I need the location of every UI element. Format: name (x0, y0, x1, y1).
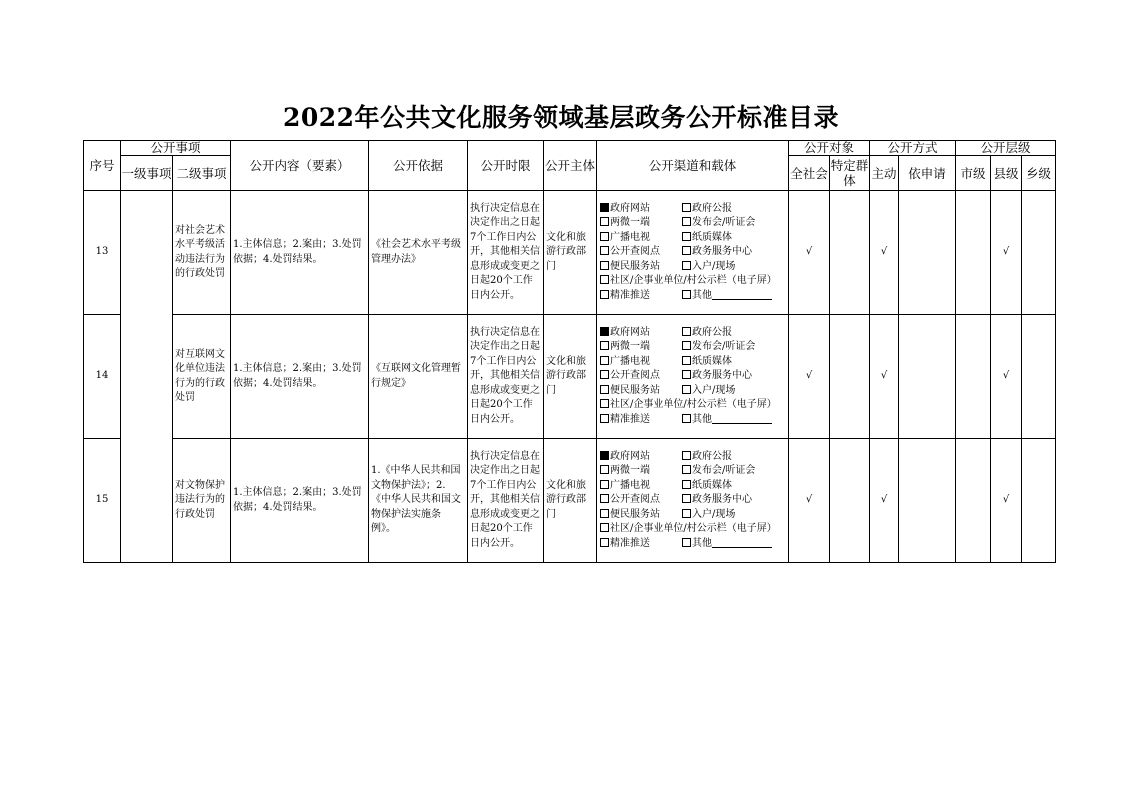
empty-box-icon (682, 465, 691, 474)
empty-box-icon (600, 275, 609, 284)
content-cell: 1.主体信息；2.案由；3.处罚依据；4.处罚结果。 (231, 315, 369, 439)
subject-cell: 文化和旅游行政部门 (544, 315, 597, 439)
empty-box-icon (600, 538, 609, 547)
header-channels: 公开渠道和载体 (597, 141, 789, 191)
header-seq: 序号 (84, 141, 121, 191)
empty-box-icon (682, 370, 691, 379)
basis-cell: 《社会艺术水平考级管理办法》 (369, 191, 468, 315)
checked-box-icon (600, 451, 609, 460)
empty-box-icon (600, 399, 609, 408)
subject-cell: 文化和旅游行政部门 (544, 439, 597, 563)
method-request-check (899, 191, 956, 315)
level-city-check (956, 439, 991, 563)
time-limit-cell: 执行决定信息在决定作出之日起7个工作日内公开，其他相关信息形成或变更之日起20个工作日内公开。 (468, 191, 544, 315)
basis-cell: 《互联网文化管理暂行规定》 (369, 315, 468, 439)
time-limit-cell: 执行决定信息在决定作出之日起7个工作日内公开，其他相关信息形成或变更之日起20个工作日内公开。 (468, 315, 544, 439)
empty-box-icon (682, 509, 691, 518)
level1-cell (121, 191, 173, 563)
header-level-town: 乡级 (1022, 156, 1056, 191)
method-active-check: √ (870, 315, 899, 439)
level2-cell: 对互联网文化单位违法行为的行政处罚 (173, 315, 231, 439)
table-row (84, 439, 1056, 563)
method-active-check: √ (870, 191, 899, 315)
level-city-check (956, 315, 991, 439)
empty-box-icon (682, 261, 691, 270)
header-target-specific: 特定群体 (830, 156, 870, 191)
empty-box-icon (600, 341, 609, 350)
empty-box-icon (682, 203, 691, 212)
checked-box-icon (600, 203, 609, 212)
empty-box-icon (600, 370, 609, 379)
target-specific-check (830, 191, 870, 315)
empty-box-icon (682, 356, 691, 365)
empty-box-icon (682, 232, 691, 241)
empty-box-icon (682, 494, 691, 503)
header-subject: 公开主体 (544, 141, 597, 191)
empty-box-icon (682, 538, 691, 547)
header-content: 公开内容（要素） (231, 141, 369, 191)
empty-box-icon (682, 451, 691, 460)
blank-line (712, 413, 772, 424)
level-town-check (1022, 191, 1056, 315)
page-title: 2022年公共文化服务领域基层政务公开标准目录 (282, 103, 840, 132)
empty-box-icon (600, 414, 609, 423)
header-level-county: 县级 (991, 156, 1022, 191)
row-number: 14 (84, 315, 121, 439)
level2-cell: 对社会艺术水平考级活动违法行为的行政处罚 (173, 191, 231, 315)
target-specific-check (830, 315, 870, 439)
level-town-check (1022, 315, 1056, 439)
blank-line (712, 537, 772, 548)
method-active-check: √ (870, 439, 899, 563)
empty-box-icon (682, 217, 691, 226)
empty-box-icon (600, 494, 609, 503)
empty-box-icon (600, 385, 609, 394)
empty-box-icon (600, 480, 609, 489)
header-method-active: 主动 (870, 156, 899, 191)
empty-box-icon (600, 356, 609, 365)
target-all-check: √ (789, 191, 830, 315)
empty-box-icon (682, 290, 691, 299)
catalog-table (83, 140, 1056, 563)
level-county-check: √ (991, 315, 1022, 439)
header-level1: 一级事项 (121, 156, 173, 191)
header-method-request: 依申请 (899, 156, 956, 191)
empty-box-icon (600, 261, 609, 270)
level-county-check: √ (991, 191, 1022, 315)
empty-box-icon (600, 290, 609, 299)
subject-cell: 文化和旅游行政部门 (544, 191, 597, 315)
empty-box-icon (682, 480, 691, 489)
level2-cell: 对文物保护违法行为的行政处罚 (173, 439, 231, 563)
basis-cell: 1.《中华人民共和国文物保护法》；2.《中华人民共和国文物保护法实施条例》。 (369, 439, 468, 563)
empty-box-icon (682, 414, 691, 423)
header-basis: 公开依据 (369, 141, 468, 191)
content-cell: 1.主体信息；2.案由；3.处罚依据；4.处罚结果。 (231, 191, 369, 315)
level-city-check (956, 191, 991, 315)
level-town-check (1022, 439, 1056, 563)
header-items-group: 公开事项 (121, 141, 231, 156)
header-time-limit: 公开时限 (468, 141, 544, 191)
table-row (84, 315, 1056, 439)
level-county-check: √ (991, 439, 1022, 563)
channels-cell: 政府网站 政府公报 两微一端 发布会/听证会 广播电视 纸质媒体 公开查阅点 政务服务中心 便民服务站 入户/现场 社区/企事业单位/村公示栏（电子屏） 精准推送 其他 (597, 439, 789, 563)
empty-box-icon (682, 327, 691, 336)
channels-cell: 政府网站 政府公报 两微一端 发布会/听证会 广播电视 纸质媒体 公开查阅点 政务服务中心 便民服务站 入户/现场 社区/企事业单位/村公示栏（电子屏） 精准推送 其他 (597, 315, 789, 439)
header-level2: 二级事项 (173, 156, 231, 191)
empty-box-icon (600, 246, 609, 255)
blank-line (712, 289, 772, 300)
channels-cell: 政府网站 政府公报 两微一端 发布会/听证会 广播电视 纸质媒体 公开查阅点 政务服务中心 便民服务站 入户/现场 社区/企事业单位/村公示栏（电子屏） 精准推送 其他 (597, 191, 789, 315)
empty-box-icon (682, 385, 691, 394)
target-all-check: √ (789, 315, 830, 439)
method-request-check (899, 315, 956, 439)
empty-box-icon (600, 217, 609, 226)
empty-box-icon (600, 523, 609, 532)
header-target-group: 公开对象 (789, 141, 870, 156)
empty-box-icon (600, 465, 609, 474)
time-limit-cell: 执行决定信息在决定作出之日起7个工作日内公开，其他相关信息形成或变更之日起20个工作日内公开。 (468, 439, 544, 563)
header-method-group: 公开方式 (870, 141, 956, 156)
header-level-group: 公开层级 (956, 141, 1056, 156)
empty-box-icon (600, 509, 609, 518)
empty-box-icon (682, 246, 691, 255)
empty-box-icon (682, 341, 691, 350)
target-all-check: √ (789, 439, 830, 563)
header-target-all: 全社会 (789, 156, 830, 191)
table-row (84, 191, 1056, 315)
row-number: 15 (84, 439, 121, 563)
header-level-city: 市级 (956, 156, 991, 191)
method-request-check (899, 439, 956, 563)
empty-box-icon (600, 232, 609, 241)
target-specific-check (830, 439, 870, 563)
checked-box-icon (600, 327, 609, 336)
row-number: 13 (84, 191, 121, 315)
content-cell: 1.主体信息；2.案由；3.处罚依据；4.处罚结果。 (231, 439, 369, 563)
